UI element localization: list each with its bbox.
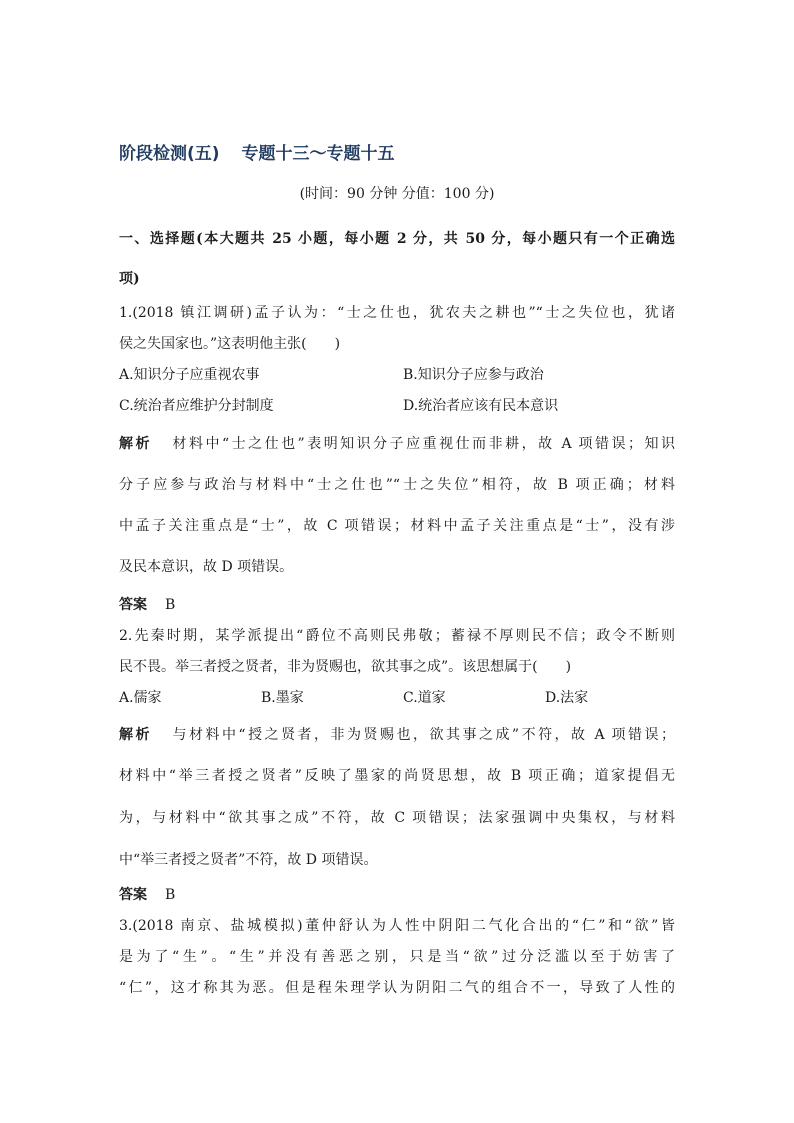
title-part2: 专题十三～专题十五 (241, 144, 395, 164)
q1-answer-label: 答案 (119, 597, 147, 613)
q1-analysis-line3: 中孟子关注重点是“士”，故 C 项错误；材料中孟子关注重点是“士”，没有涉 (119, 518, 675, 534)
q1-analysis-line4: 及民本意识，故 D 项错误。 (119, 559, 294, 575)
q1-answer-value: B (165, 597, 176, 613)
q2-option-c: C.道家 (403, 690, 446, 706)
q1-option-a: A.知识分子应重视农事 (119, 367, 260, 383)
page-title (119, 139, 395, 164)
q2-option-d: D.法家 (545, 690, 589, 706)
q1-stem-line1: 1.(2018 镇江调研)孟子认为：“士之仕也，犹农夫之耕也”“士之失位也，犹诸 (119, 305, 675, 321)
q2-stem-line2: 民不畏。举三者授之贤者，非为贤赐也，欲其事之成”。该思想属于( ) (119, 659, 572, 675)
q1-option-d: D.统治者应该有民本意识 (403, 398, 559, 414)
q1-analysis-line2: 分子应参与政治与材料中“士之仕也”“士之失位”相符，故 B 项正确；材料 (119, 477, 675, 493)
q2-option-b: B.墨家 (261, 690, 304, 706)
q3-stem-line1: 3.(2018 南京、盐城模拟)董仲舒认为人性中阴阳二气化合出的“仁”和“欲”皆 (119, 918, 675, 934)
q1-stem-line2: 侯之失国家也。”这表明他主张( ) (119, 336, 341, 352)
q2-analysis-line3: 为，与材料中“欲其事之成”不符，故 C 项错误；法家强调中央集权，与材料 (119, 810, 675, 826)
q1-option-b: B.知识分子应参与政治 (403, 367, 544, 383)
q3-stem-line2: 是为了“生”。“生”并没有善恶之别，只是当“欲”过分泛滥以至于妨害了 (119, 949, 675, 965)
q2-analysis-line4: 中“举三者授之贤者”不符，故 D 项错误。 (119, 852, 378, 868)
section-heading-line2: 项) (119, 271, 140, 287)
q3-stem-line3: “仁”，这才称其为恶。但是程朱理学认为阴阳二气的组合不一，导致了人性的 (119, 980, 675, 996)
q2-analysis-line2: 材料中“举三者授之贤者”反映了墨家的尚贤思想，故 B 项正确；道家提倡无 (119, 768, 675, 784)
q1-answer (119, 594, 675, 614)
exam-info: (时间：90 分钟 分值：100 分) (299, 186, 495, 202)
q2-answer (119, 884, 675, 904)
section-heading-line1: 一、选择题(本大题共 25 小题，每小题 2 分，共 50 分，每小题只有一个正确选 (119, 231, 675, 247)
q2-stem-line1: 2.先秦时期，某学派提出“爵位不高则民弗敬；蓄禄不厚则民不信；政令不断则 (119, 628, 675, 644)
title-part1: 阶段检测(五) (119, 144, 220, 164)
q2-answer-label: 答案 (119, 887, 147, 903)
q2-analysis-line1: 解析 与材料中“授之贤者，非为贤赐也，欲其事之成”不符，故 A 项错误； (119, 727, 675, 743)
q2-answer-value: B (165, 887, 176, 903)
q2-analysis-label: 解析 (119, 727, 152, 743)
q2-option-a: A.儒家 (119, 690, 162, 706)
q1-analysis-label: 解析 (119, 436, 152, 452)
q1-option-c: C.统治者应维护分封制度 (119, 398, 274, 414)
q1-analysis-line1: 解析 材料中“士之仕也”表明知识分子应重视仕而非耕，故 A 项错误；知识 (119, 436, 675, 452)
